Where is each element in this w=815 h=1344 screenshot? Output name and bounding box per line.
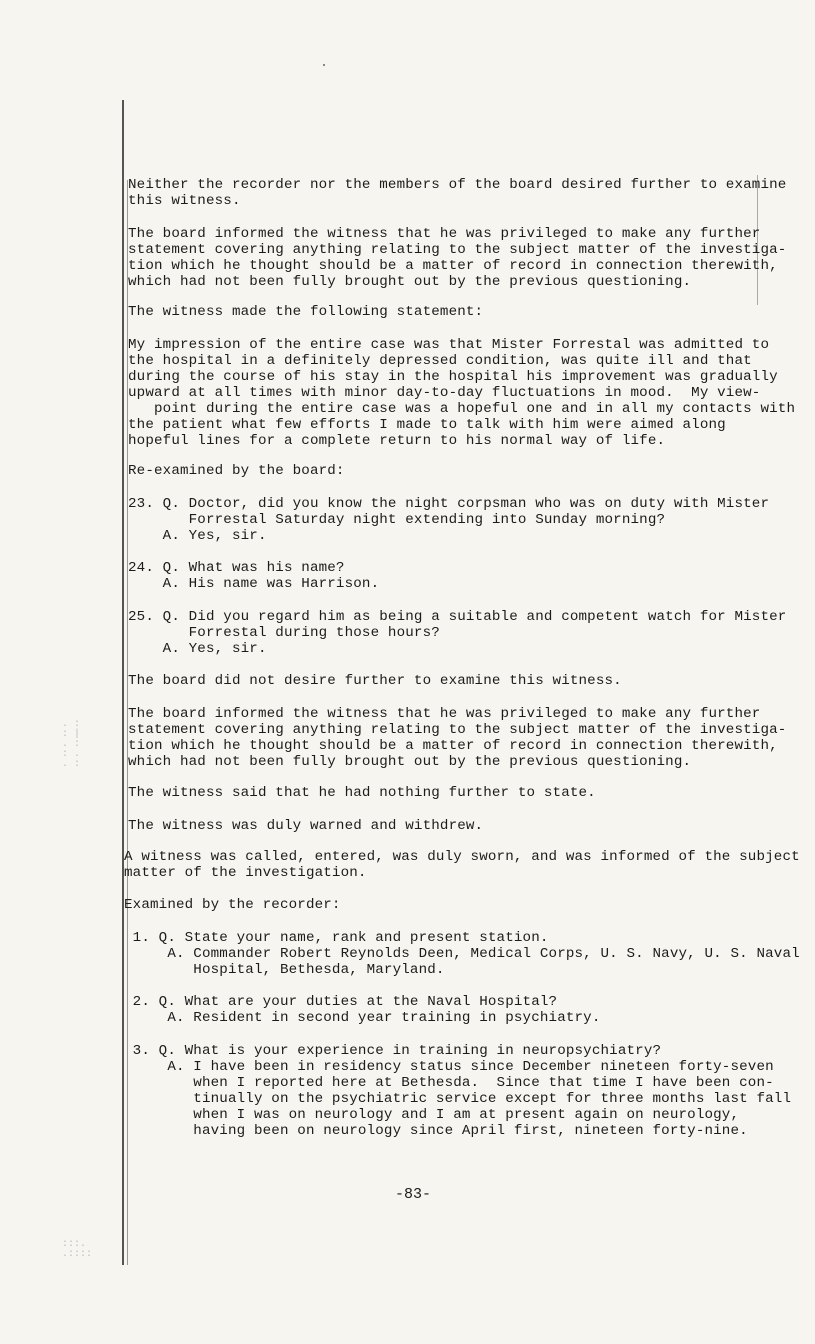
paragraph-nothing-further: The witness said that he had nothing further to state. xyxy=(128,785,596,801)
paragraph-re-examined: Re-examined by the board: xyxy=(128,463,345,479)
paragraph-board-informed-1: The board informed the witness that he was privileged to make any further statement covering anything relating to the subject matter of the investiga- tion which he thought should be a matter of record in connection therewith, which had not been fully brought out by the previous questioning. xyxy=(128,226,787,290)
paragraph-witness-statement: My impression of the entire case was that Mister Forrestal was admitted to the hospital in a definitely depressed condition, was quite ill and that during the course of his stay in the hospital his improvement was gradually upward at all times with minor day-to-day fluctuations in mood. My view- point during the entire case was a hopeful one and in all my contacts with the patient what few efforts I made to talk with him were aimed along hopeful lines for a complete return to his normal way of life. xyxy=(128,337,796,449)
paragraph-board-no-further: The board did not desire further to examine this witness. xyxy=(128,673,622,689)
qa-3: 3. Q. What is your experience in training in neuropsychiatry? A. I have been in residency status since December nineteen forty-seven when I reported here at Bethesda. Since that time I have been con- tinually on the psychiatric service except for three months last fall when I was on neurology and I am at present again on neurology, having been on neurology since April first, nineteen forty-nine. xyxy=(132,1043,792,1139)
paragraph-board-informed-2: The board informed the witness that he was privileged to make any further statement covering anything relating to the subject matter of the investiga- tion which he thought should be a matter of record in connection therewith, which had not been fully brought out by the previous questioning. xyxy=(128,706,787,770)
paragraph-examined-by-recorder: Examined by the recorder: xyxy=(124,897,341,913)
paragraph-witness-statement-intro: The witness made the following statement: xyxy=(128,304,484,320)
ink-speck xyxy=(323,64,325,66)
qa-24: 24. Q. What was his name? A. His name was Harrison. xyxy=(128,560,380,592)
paragraph-recorder-no-further: Neither the recorder nor the members of the board desired further to examine this witness. xyxy=(128,177,787,209)
scan-speckle-bottom: :::. .:::: xyxy=(62,1239,93,1260)
qa-2: 2. Q. What are your duties at the Naval Hospital? A. Resident in second year training in psychiatry. xyxy=(132,994,601,1026)
paragraph-witness-called: A witness was called, entered, was duly sworn, and was informed of the subject matter of the investigation. xyxy=(124,849,800,881)
scan-speckle-left: . : : | . : : . . : xyxy=(62,719,81,770)
qa-25: 25. Q. Did you regard him as being a suitable and competent watch for Mister Forrestal during those hours? A. Yes, sir. xyxy=(128,609,787,657)
qa-23: 23. Q. Doctor, did you know the night corpsman who was on duty with Mister Forrestal Saturday night extending into Sunday morning? A. Yes, sir. xyxy=(128,496,770,544)
qa-1: 1. Q. State your name, rank and present station. A. Commander Robert Reynolds Deen, Medical Corps, U. S. Navy, U. S. Naval Hospital, Bethesda, Maryland. xyxy=(132,930,800,978)
paragraph-warned-withdrew: The witness was duly warned and withdrew. xyxy=(128,818,484,834)
page-number: -83- xyxy=(395,1186,432,1203)
